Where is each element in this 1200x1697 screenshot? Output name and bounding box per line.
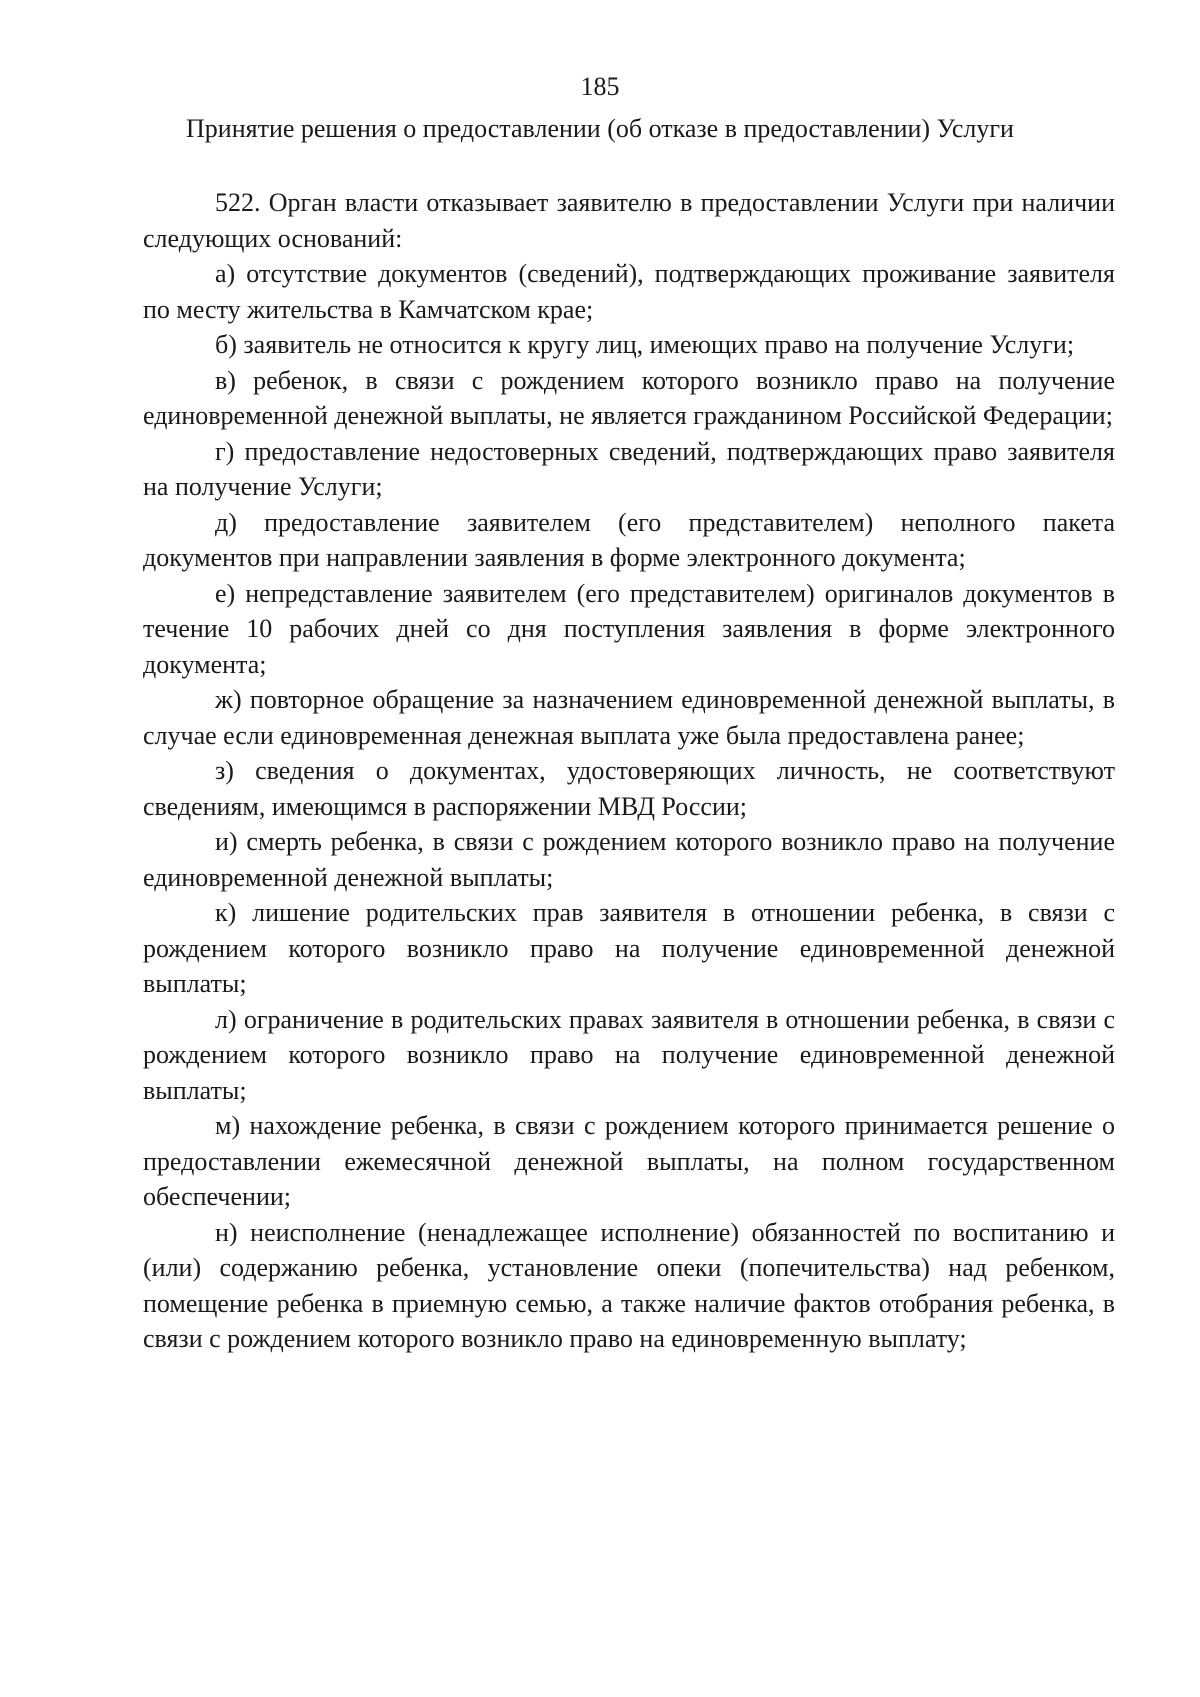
paragraph-item-l: л) ограничение в родительских правах заявителя в отношении ребенка, в связи с рождением которого возникло право на получение единовременной денежной выплаты; [143, 1004, 1115, 1105]
paragraph-item-d: д) предоставление заявителем (его представителем) неполного пакета документов при направлении заявления в форме электронного документа; [143, 507, 1115, 572]
document-body [143, 185, 1115, 1357]
paragraph-item-k: к) лишение родительских прав заявителя в отношении ребенка, в связи с рождением которого возникло право на получение единовременной денежной выплаты; [143, 898, 1115, 998]
paragraph-item-z: з) сведения о документах, удостоверяющих личность, не соответствуют сведениям, имеющимся в распоряжении МВД России; [143, 756, 1115, 821]
paragraph-item-n: н) неисполнение (ненадлежащее исполнение) обязанностей по воспитанию и (или) содержанию ребенка, установление опеки (попечительства) над ребенком, помещение ребенка в приемную семью, а также наличие фактов отобрания ребенка, в связи с рождением которого возникло право на единовременную выплату; [143, 1217, 1115, 1353]
paragraph-item-g: г) предоставление недостоверных сведений, подтверждающих право заявителя на получение Услуги; [143, 436, 1115, 501]
paragraph-item-zh: ж) повторное обращение за назначением единовременной денежной выплаты, в случае если единовременная денежная выплата уже была предоставлена ранее; [143, 685, 1115, 750]
paragraph-522-intro: 522. Орган власти отказывает заявителю в предоставлении Услуги при наличии следующих оснований: [143, 188, 1115, 253]
page-number: 185 [580, 72, 620, 101]
paragraph-item-m: м) нахождение ребенка, в связи с рождением которого принимается решение о предоставлении ежемесячной денежной выплаты, на полном государственном обеспечении; [143, 1111, 1115, 1211]
paragraph-item-a: а) отсутствие документов (сведений), подтверждающих проживание заявителя по месту жительства в Камчатском крае; [143, 259, 1115, 324]
paragraph-item-v: в) ребенок, в связи с рождением которого возникло право на получение единовременной денежной выплаты, не является гражданином Российской Федерации; [143, 365, 1115, 430]
paragraph-item-b: б) заявитель не относится к кругу лиц, имеющих право на получение Услуги; [215, 330, 1075, 359]
section-title: Принятие решения о предоставлении (об отказе в предоставлении) Услуги [186, 114, 1014, 143]
paragraph-item-e: е) непредставление заявителем (его представителем) оригиналов документов в течение 10 рабочих дней со дня поступления заявления в форме электронного документа; [143, 578, 1115, 679]
paragraph-item-i: и) смерть ребенка, в связи с рождением которого возникло право на получение единовременной денежной выплаты; [143, 827, 1115, 892]
